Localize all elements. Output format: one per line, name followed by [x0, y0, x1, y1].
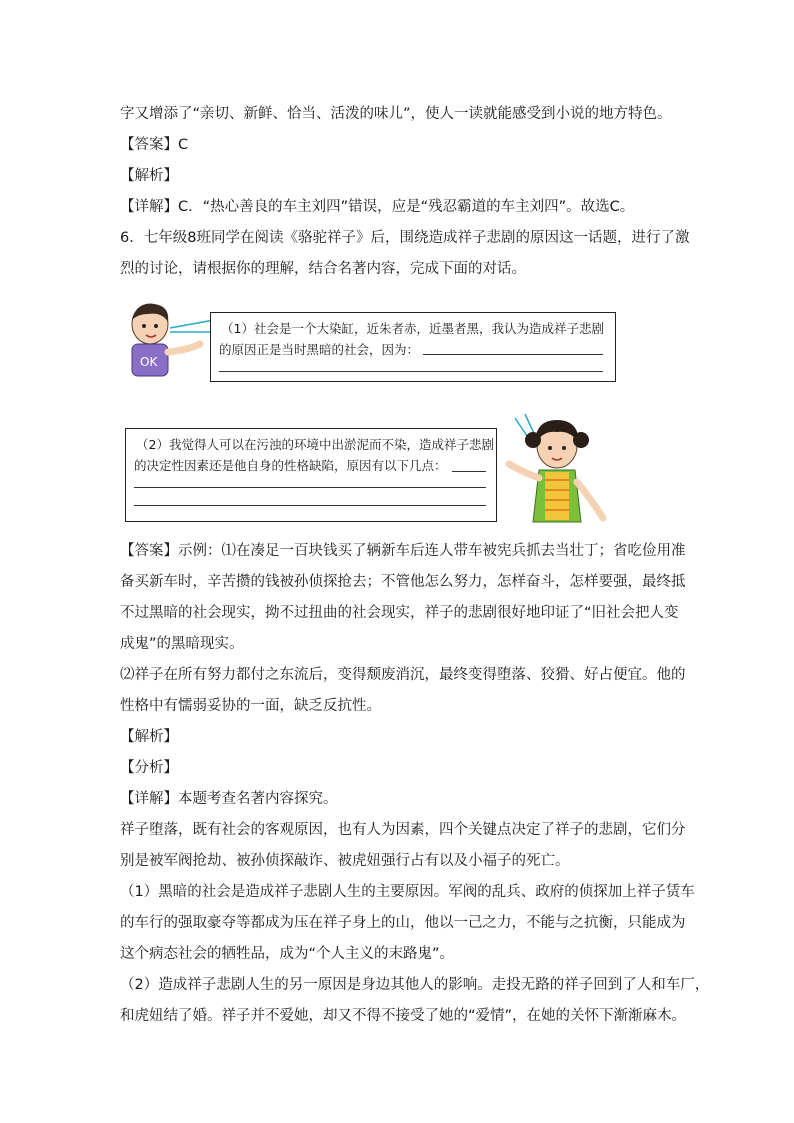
detail-line: 的车行的强取豪夺等都成为压在祥子身上的山，他以一己之力，不能与之抗衡，只能成为: [120, 915, 686, 931]
detail-line: （2）造成祥子悲剧人生的另一原因是身边其他人的影响。走投无路的祥子回到了人和车厂，: [120, 977, 710, 993]
question-line: 烈的讨论，请根据你的理解，结合名著内容，完成下面的对话。: [120, 261, 526, 277]
detail-line: 别是被军阀抢劫、被孙侦探敲诈、被虎妞强行占有以及小福子的死亡。: [120, 853, 570, 869]
svg-text:OK: OK: [140, 355, 158, 369]
answer-label: 【答案】C: [120, 137, 189, 153]
boy-illustration: [118, 300, 218, 380]
detail-line: 【详解】本题考查名著内容探究。: [120, 791, 338, 807]
answer-line: ⑵祥子在所有努力都付之东流后，变得颓废消沉，最终变得堕落、狡猾、好占便宜。他的: [120, 667, 686, 683]
detail-line: 祥子堕落，既有社会的客观原因，也有人为因素，四个关键点决定了祥子的悲剧，它们分: [120, 822, 686, 838]
blank-line: [219, 371, 603, 372]
detail-line: 【详解】C．“热心善良的车主刘四”错误，应是“残忍霸道的车主刘四”。故选C。: [120, 199, 635, 215]
question-line: 6．七年级8班同学在阅读《骆驼祥子》后，围绕造成祥子悲剧的原因这一话题，进行了激: [120, 230, 690, 246]
answer-line: 性格中有懦弱妥协的一面，缺乏反抗性。: [120, 698, 381, 714]
dialogue-bubble-2: [125, 428, 497, 522]
detail-line: 和虎妞结了婚。祥子并不爱她，却又不得不接受了她的“爱情”，在她的关怀下渐渐麻木。: [120, 1008, 687, 1024]
answer-line: 备买新车时，辛苦攒的钱被孙侦探抢去；不管他怎么努力，怎样奋斗，怎样要强，最终抵: [120, 574, 686, 590]
text-line: 字又增添了“亲切、新鲜、恰当、活泼的味儿”，使人一读就能感受到小说的地方特色。: [120, 106, 672, 122]
blank-line: [134, 487, 486, 488]
analysis-label: 【解析】: [120, 168, 178, 184]
bubble-2-text-line: 的决定性因素还是他自身的性格缺陷，原因有以下几点：: [134, 458, 447, 473]
answer-line: 【答案】示例：⑴在凑足一百块钱买了辆新车后连人带车被宪兵抓去当壮丁；省吃俭用准: [120, 543, 686, 559]
bubble-1-text-line: 的原因正是当时黑暗的社会，因为：: [219, 342, 420, 357]
bubble-1-text-line: （1）社会是一个大染缸，近朱者赤，近墨者黑，我认为造成祥子悲剧: [221, 321, 604, 336]
girl-illustration: [505, 412, 615, 524]
analysis-sub-label: 【分析】: [120, 760, 178, 776]
analysis-label: 【解析】: [120, 729, 178, 745]
answer-line: 不过黑暗的社会现实，拗不过扭曲的社会现实，祥子的悲剧很好地印证了“旧社会把人变: [120, 605, 679, 621]
bubble-2-text-line: （2）我觉得人可以在污浊的环境中出淤泥而不染，造成祥子悲剧: [136, 437, 494, 452]
blank-line: [423, 354, 603, 355]
dialogue-bubble-1: [210, 312, 616, 382]
detail-line: （1）黑暗的社会是造成祥子悲剧人生的主要原因。军阀的乱兵、政府的侦探加上祥子赁车: [120, 884, 695, 900]
answer-line: 成鬼”的黑暗现实。: [120, 636, 244, 652]
blank-line: [452, 471, 486, 472]
blank-line: [134, 505, 486, 506]
detail-line: 这个病态社会的牺牲品，成为“个人主义的末路鬼”。: [120, 946, 455, 962]
